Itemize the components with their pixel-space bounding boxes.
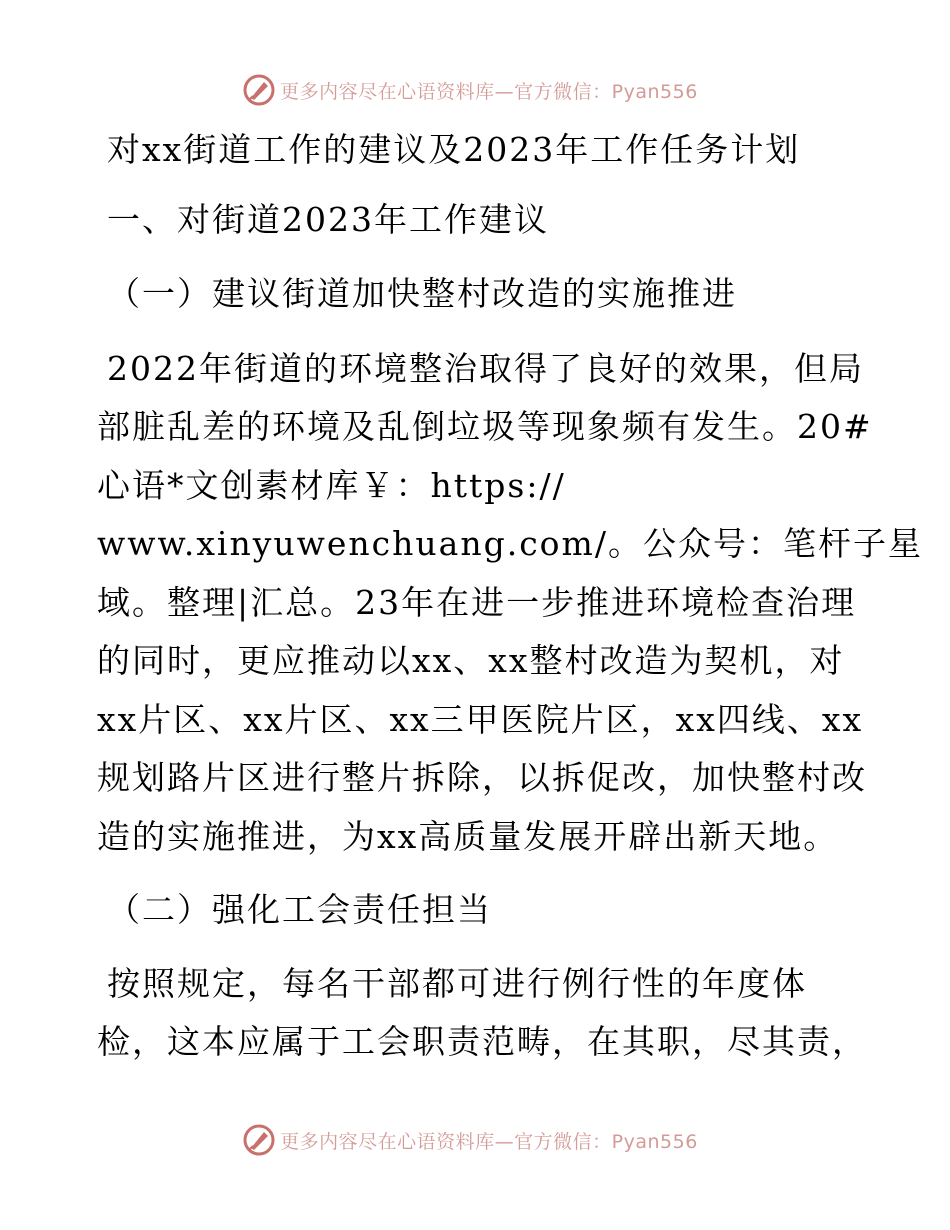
watermark-banner-bottom <box>0 1118 950 1162</box>
paragraph-line: 按照规定，每名干部都可进行例行性的年度体 <box>107 964 807 1003</box>
subsection-heading: （一）建议街道加快整村改造的实施推进 <box>107 274 737 313</box>
paragraph-line: 检，这本应属于工会职责范畴，在其职，尽其责， <box>97 1022 867 1061</box>
subsection-heading: （二）强化工会责任担当 <box>107 890 492 929</box>
paragraph-line: 域。整理|汇总。23年在进一步推进环境检查治理 <box>97 583 857 622</box>
watermark-text: 更多内容尽在心语资料库—官方微信：Pyan556 <box>280 1130 698 1153</box>
pen-nib-logo-icon <box>242 1123 276 1157</box>
paragraph-line: www.xinyuwenchuang.com/。公众号：笔杆子星 <box>97 524 923 563</box>
paragraph-line: 的同时，更应推动以xx、xx整村改造为契机，对 <box>97 641 845 680</box>
paragraph-line: 规划路片区进行整片拆除，以拆促改，加快整村改 <box>97 758 867 797</box>
paragraph-line: 造的实施推进，为xx高质量发展开辟出新天地。 <box>97 817 839 856</box>
paragraph-line: xx片区、xx片区、xx三甲医院片区，xx四线、xx <box>97 700 864 739</box>
section-heading: 一、对街道2023年工作建议 <box>107 200 549 239</box>
pen-nib-logo-icon <box>242 73 276 107</box>
paragraph-line: 心语*文创素材库￥：https:// <box>97 466 566 505</box>
watermark-banner-top <box>0 68 950 112</box>
document-title: 对xx街道工作的建议及2023年工作任务计划 <box>107 130 801 169</box>
paragraph-line: 2022年街道的环境整治取得了良好的效果，但局 <box>107 349 864 388</box>
watermark-text: 更多内容尽在心语资料库—官方微信：Pyan556 <box>280 80 698 103</box>
paragraph-line: 部脏乱差的环境及乱倒垃圾等现象频有发生。20# <box>97 407 873 446</box>
